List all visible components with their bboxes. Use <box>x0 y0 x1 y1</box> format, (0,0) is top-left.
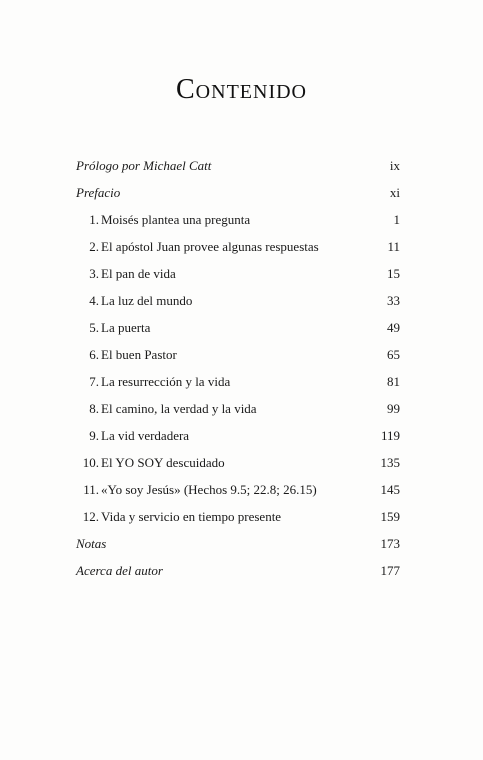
toc-page-number: ix <box>389 158 400 173</box>
toc-entry <box>76 507 400 534</box>
toc-page-number: 99 <box>387 401 400 416</box>
toc-entry-title: La puerta <box>101 320 151 335</box>
toc-entry <box>76 534 400 561</box>
toc-entry-title: El pan de vida <box>101 266 176 281</box>
toc-page-number: 15 <box>387 266 400 281</box>
toc-page-number: 145 <box>380 482 400 497</box>
toc-entry-title: El apóstol Juan provee algunas respuestas <box>101 239 319 254</box>
toc-chapter-number: 3. <box>89 266 99 281</box>
toc-entry-title: Vida y servicio en tiempo presente <box>101 509 282 524</box>
toc-page-number: 173 <box>380 536 400 551</box>
toc-chapter-number: 8. <box>89 401 99 416</box>
toc-chapter-number: 4. <box>89 293 99 308</box>
toc-entry <box>76 318 400 345</box>
toc-chapter-number: 7. <box>89 374 99 389</box>
toc-page-number: 11 <box>387 239 400 254</box>
toc-entry <box>76 372 400 399</box>
toc-entry-title: La resurrección y la vida <box>101 374 231 389</box>
toc-entry <box>76 183 400 210</box>
toc-entry-title: Notas <box>76 536 107 551</box>
toc-page-number: 65 <box>387 347 400 362</box>
toc-chapter-number: 6. <box>89 347 99 362</box>
toc-chapter-number: 12. <box>82 509 99 524</box>
toc-entry <box>76 561 400 588</box>
toc-entry-title: La vid verdadera <box>101 428 190 443</box>
page-title: Contenido <box>176 74 307 105</box>
toc-page-number: 1 <box>393 212 400 227</box>
toc-page-number: xi <box>389 185 400 200</box>
toc-chapter-number: 10. <box>82 455 99 470</box>
table-of-contents <box>76 156 400 588</box>
toc-entry <box>76 156 400 183</box>
toc-entry-title: «Yo soy Jesús» (Hechos 9.5; 22.8; 26.15) <box>101 482 317 497</box>
toc-entry <box>76 291 400 318</box>
toc-page-number: 135 <box>380 455 400 470</box>
toc-chapter-number: 1. <box>89 212 99 227</box>
toc-entry <box>76 480 400 507</box>
toc-page-number: 159 <box>380 509 400 524</box>
toc-entry <box>76 210 400 237</box>
toc-entry-title: La luz del mundo <box>101 293 193 308</box>
toc-entry-title: El YO SOY descuidado <box>101 455 225 470</box>
toc-entry <box>76 453 400 480</box>
toc-entry-title: El buen Pastor <box>101 347 177 362</box>
toc-page-number: 49 <box>387 320 400 335</box>
toc-entry <box>76 426 400 453</box>
toc-entry-title: Prefacio <box>76 185 121 200</box>
toc-entry-title: Moisés plantea una pregunta <box>101 212 251 227</box>
toc-entry <box>76 237 400 264</box>
toc-page-number: 177 <box>380 563 400 578</box>
toc-entry-title: Prólogo por Michael Catt <box>76 158 212 173</box>
toc-page-number: 81 <box>387 374 400 389</box>
toc-page-number: 119 <box>380 428 400 443</box>
toc-chapter-number: 11. <box>83 482 99 497</box>
toc-entry-title: Acerca del autor <box>76 563 163 578</box>
toc-entry-title: El camino, la verdad y la vida <box>101 401 257 416</box>
toc-chapter-number: 9. <box>89 428 99 443</box>
toc-chapter-number: 2. <box>89 239 99 254</box>
toc-page-number: 33 <box>387 293 400 308</box>
toc-entry <box>76 264 400 291</box>
toc-entry <box>76 399 400 426</box>
toc-entry <box>76 345 400 372</box>
toc-chapter-number: 5. <box>89 320 99 335</box>
